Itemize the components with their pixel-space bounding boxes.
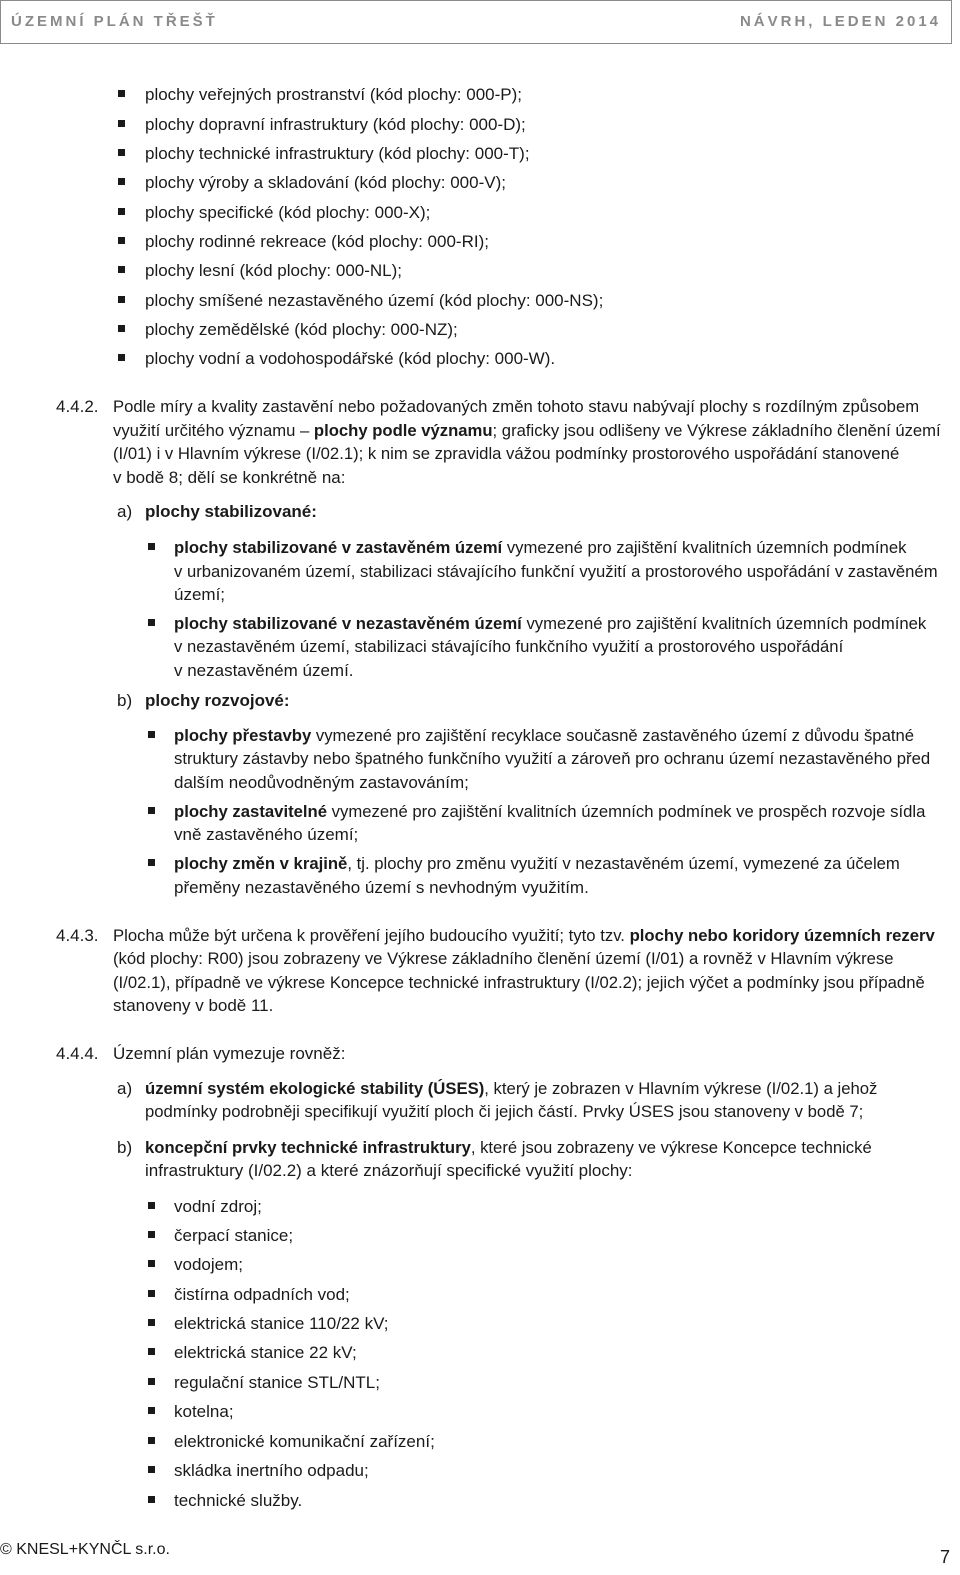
paragraph-line bbox=[174, 800, 925, 824]
text-run: Plocha může být určena k prověření jejího budoucího využití; tyto tzv. bbox=[113, 926, 630, 945]
sub-label: b) bbox=[117, 1138, 133, 1157]
bullet-icon bbox=[148, 1202, 155, 1209]
paragraph-line: v nezastavěném území. bbox=[174, 661, 354, 680]
bullet-icon bbox=[148, 1319, 155, 1326]
section-number: 4.4.3. bbox=[56, 926, 99, 945]
paragraph-line: Územní plán vymezuje rovněž: bbox=[113, 1044, 346, 1063]
emphasis-term: plochy podle významu bbox=[313, 421, 493, 440]
paragraph-line: přeměny nezastavěného území s nevhodným využitím. bbox=[174, 878, 589, 897]
bullet-icon bbox=[148, 543, 155, 550]
list-item: plochy výroby a skladování (kód plochy: 000-V); bbox=[145, 173, 506, 192]
emphasis-term: plochy nebo koridory územních rezerv bbox=[629, 926, 935, 945]
bullet-icon bbox=[148, 807, 155, 814]
list-item: vodní zdroj; bbox=[174, 1197, 262, 1216]
list-item: čistírna odpadních vod; bbox=[174, 1285, 350, 1304]
paragraph-line: dalším neodůvodněným zastavováním; bbox=[174, 773, 469, 792]
paragraph-line: podmínky podrobněji specifikují využití ploch či jejich částí. Prvky ÚSES jsou stanoveny v bodě 7; bbox=[145, 1102, 864, 1121]
paragraph-line: infrastruktury (I/02.2) a které znázorňují specifické využití plochy: bbox=[145, 1161, 633, 1180]
sub-label: b) bbox=[117, 691, 133, 710]
paragraph-line bbox=[174, 724, 914, 748]
paragraph-line bbox=[113, 924, 935, 948]
list-item: plochy rodinné rekreace (kód plochy: 000-RI); bbox=[145, 232, 489, 251]
sub-label: a) bbox=[117, 502, 133, 521]
paragraph-line: území; bbox=[174, 585, 226, 604]
bullet-icon bbox=[118, 149, 125, 156]
paragraph-line bbox=[113, 419, 941, 443]
page-number: 7 bbox=[940, 1547, 951, 1567]
paragraph-line bbox=[145, 1136, 872, 1160]
sub-label: a) bbox=[117, 1079, 133, 1098]
list-item: plochy veřejných prostranství (kód plochy: 000-P); bbox=[145, 85, 523, 104]
bullet-icon bbox=[118, 266, 125, 273]
list-item: elektronické komunikační zařízení; bbox=[174, 1432, 435, 1451]
document-title: ÚZEMNÍ PLÁN TŘEŠŤ bbox=[11, 13, 218, 30]
bullet-icon bbox=[148, 1348, 155, 1355]
emphasis-term: plochy přestavby bbox=[174, 726, 312, 745]
paragraph-line: (I/02.1), případně ve výkrese Koncepce technické infrastruktury (I/02.2); jejich výčet a podmínky jsou případně bbox=[113, 973, 925, 992]
list-item: plochy lesní (kód plochy: 000-NL); bbox=[145, 261, 403, 280]
emphasis-term: plochy stabilizované v zastavěném území bbox=[174, 538, 503, 557]
text-run: vymezené pro zajištění kvalitních územních podmínek ve prospěch rozvoje sídla bbox=[327, 802, 926, 821]
bullet-icon bbox=[148, 1231, 155, 1238]
section-number: 4.4.2. bbox=[56, 397, 99, 416]
bullet-icon bbox=[118, 354, 125, 361]
text-run: vymezené pro zajištění kvalitních územních podmínek bbox=[502, 538, 907, 557]
subsection-title bbox=[145, 500, 317, 524]
emphasis-term: koncepční prvky technické infrastruktury bbox=[145, 1138, 471, 1157]
bullet-icon bbox=[148, 1378, 155, 1385]
paragraph-line: v urbanizovaném území, stabilizaci stávajícího funkční využití a prostorového uspořádání v zastavěném bbox=[174, 562, 938, 581]
bullet-icon bbox=[118, 178, 125, 185]
list-item: plochy specifické (kód plochy: 000-X); bbox=[145, 203, 431, 222]
paragraph-line bbox=[174, 612, 926, 636]
emphasis-term: plochy změn v krajině bbox=[174, 854, 348, 873]
text-run: , tj. plochy pro změnu využití v nezastavěném území, vymezené za účelem bbox=[347, 854, 900, 873]
bullet-icon bbox=[118, 120, 125, 127]
text-run: vymezené pro zajištění recyklace současně zastavěného území z důvodu špatné bbox=[311, 726, 915, 745]
bullet-icon bbox=[148, 1496, 155, 1503]
section-number: 4.4.4. bbox=[56, 1044, 99, 1063]
subsection-title bbox=[145, 689, 290, 713]
list-item: elektrická stanice 22 kV; bbox=[174, 1343, 357, 1362]
emphasis-term: plochy stabilizované v nezastavěném území bbox=[174, 614, 522, 633]
bullet-icon bbox=[118, 208, 125, 215]
list-item: elektrická stanice 110/22 kV; bbox=[174, 1314, 389, 1333]
paragraph-line: Podle míry a kvality zastavění nebo požadovaných změn tohoto stavu nabývají plochy s rozdílným způsobem bbox=[113, 397, 920, 416]
list-item: kotelna; bbox=[174, 1402, 234, 1421]
paragraph-line: (I/01) i v Hlavním výkrese (I/02.1); k nim se zpravidla vážou podmínky prostorového uspořádání stanovené bbox=[113, 444, 900, 463]
paragraph-line: v nezastavěném území, stabilizaci stávajícího funkčního využití a prostorového uspořádání bbox=[174, 637, 844, 656]
subsection-title-text: plochy rozvojové: bbox=[145, 691, 290, 710]
footer-company: © KNESL+KYNČL s.r.o. bbox=[0, 1541, 170, 1558]
emphasis-term: územní systém ekologické stability (ÚSES) bbox=[145, 1079, 485, 1098]
bullet-icon bbox=[148, 1260, 155, 1267]
text-run: vymezené pro zajištění kvalitních územních podmínek bbox=[521, 614, 927, 633]
emphasis-term: plochy zastavitelné bbox=[174, 802, 328, 821]
list-item: čerpací stanice; bbox=[174, 1226, 294, 1245]
list-item: plochy zemědělské (kód plochy: 000-NZ); bbox=[145, 320, 458, 339]
page-header bbox=[0, 0, 952, 44]
bullet-icon bbox=[118, 296, 125, 303]
paragraph-line: (kód plochy: R00) jsou zobrazeny ve Výkrese základního členění území (I/01) a rovněž v Hlavním výkrese bbox=[113, 949, 894, 968]
subsection-title-text: plochy stabilizované: bbox=[145, 502, 317, 521]
list-item: plochy smíšené nezastavěného území (kód plochy: 000-NS); bbox=[145, 291, 604, 310]
bullet-icon bbox=[118, 237, 125, 244]
paragraph-line bbox=[174, 536, 906, 560]
bullet-icon bbox=[148, 1437, 155, 1444]
paragraph-line: struktury zástavby nebo špatného funkčního využití a zároveň pro ochranu území nezastavěného před bbox=[174, 749, 931, 768]
text-run: , které jsou zobrazeny ve výkrese Koncepce technické bbox=[470, 1138, 872, 1157]
list-item: plochy technické infrastruktury (kód plochy: 000-T); bbox=[145, 144, 530, 163]
bullet-icon bbox=[118, 90, 125, 97]
bullet-icon bbox=[148, 1466, 155, 1473]
list-item: technické služby. bbox=[174, 1491, 303, 1510]
paragraph-line: v bodě 8; dělí se konkrétně na: bbox=[113, 468, 346, 487]
text-run: využití určitého významu – bbox=[113, 421, 314, 440]
text-run: ; graficky jsou odlišeny ve Výkrese základního členění území bbox=[492, 421, 941, 440]
text-run: , který je zobrazen v Hlavním výkrese (I/02.1) a jehož bbox=[484, 1079, 878, 1098]
bullet-icon bbox=[148, 1290, 155, 1297]
paragraph-line bbox=[174, 852, 900, 876]
list-item: skládka inertního odpadu; bbox=[174, 1461, 369, 1480]
bullet-icon bbox=[148, 731, 155, 738]
bullet-icon bbox=[148, 1407, 155, 1414]
bullet-icon bbox=[118, 325, 125, 332]
document-date: NÁVRH, LEDEN 2014 bbox=[739, 13, 941, 30]
bullet-icon bbox=[148, 859, 155, 866]
list-item: plochy vodní a vodohospodářské (kód plochy: 000-W). bbox=[145, 349, 556, 368]
list-item: vodojem; bbox=[174, 1255, 243, 1274]
paragraph-line bbox=[145, 1077, 877, 1101]
paragraph-line: stanoveny v bodě 11. bbox=[113, 996, 274, 1015]
list-item: plochy dopravní infrastruktury (kód plochy: 000-D); bbox=[145, 115, 526, 134]
list-item: regulační stanice STL/NTL; bbox=[174, 1373, 380, 1392]
bullet-icon bbox=[148, 619, 155, 626]
paragraph-line: vně zastavěného území; bbox=[174, 825, 359, 844]
